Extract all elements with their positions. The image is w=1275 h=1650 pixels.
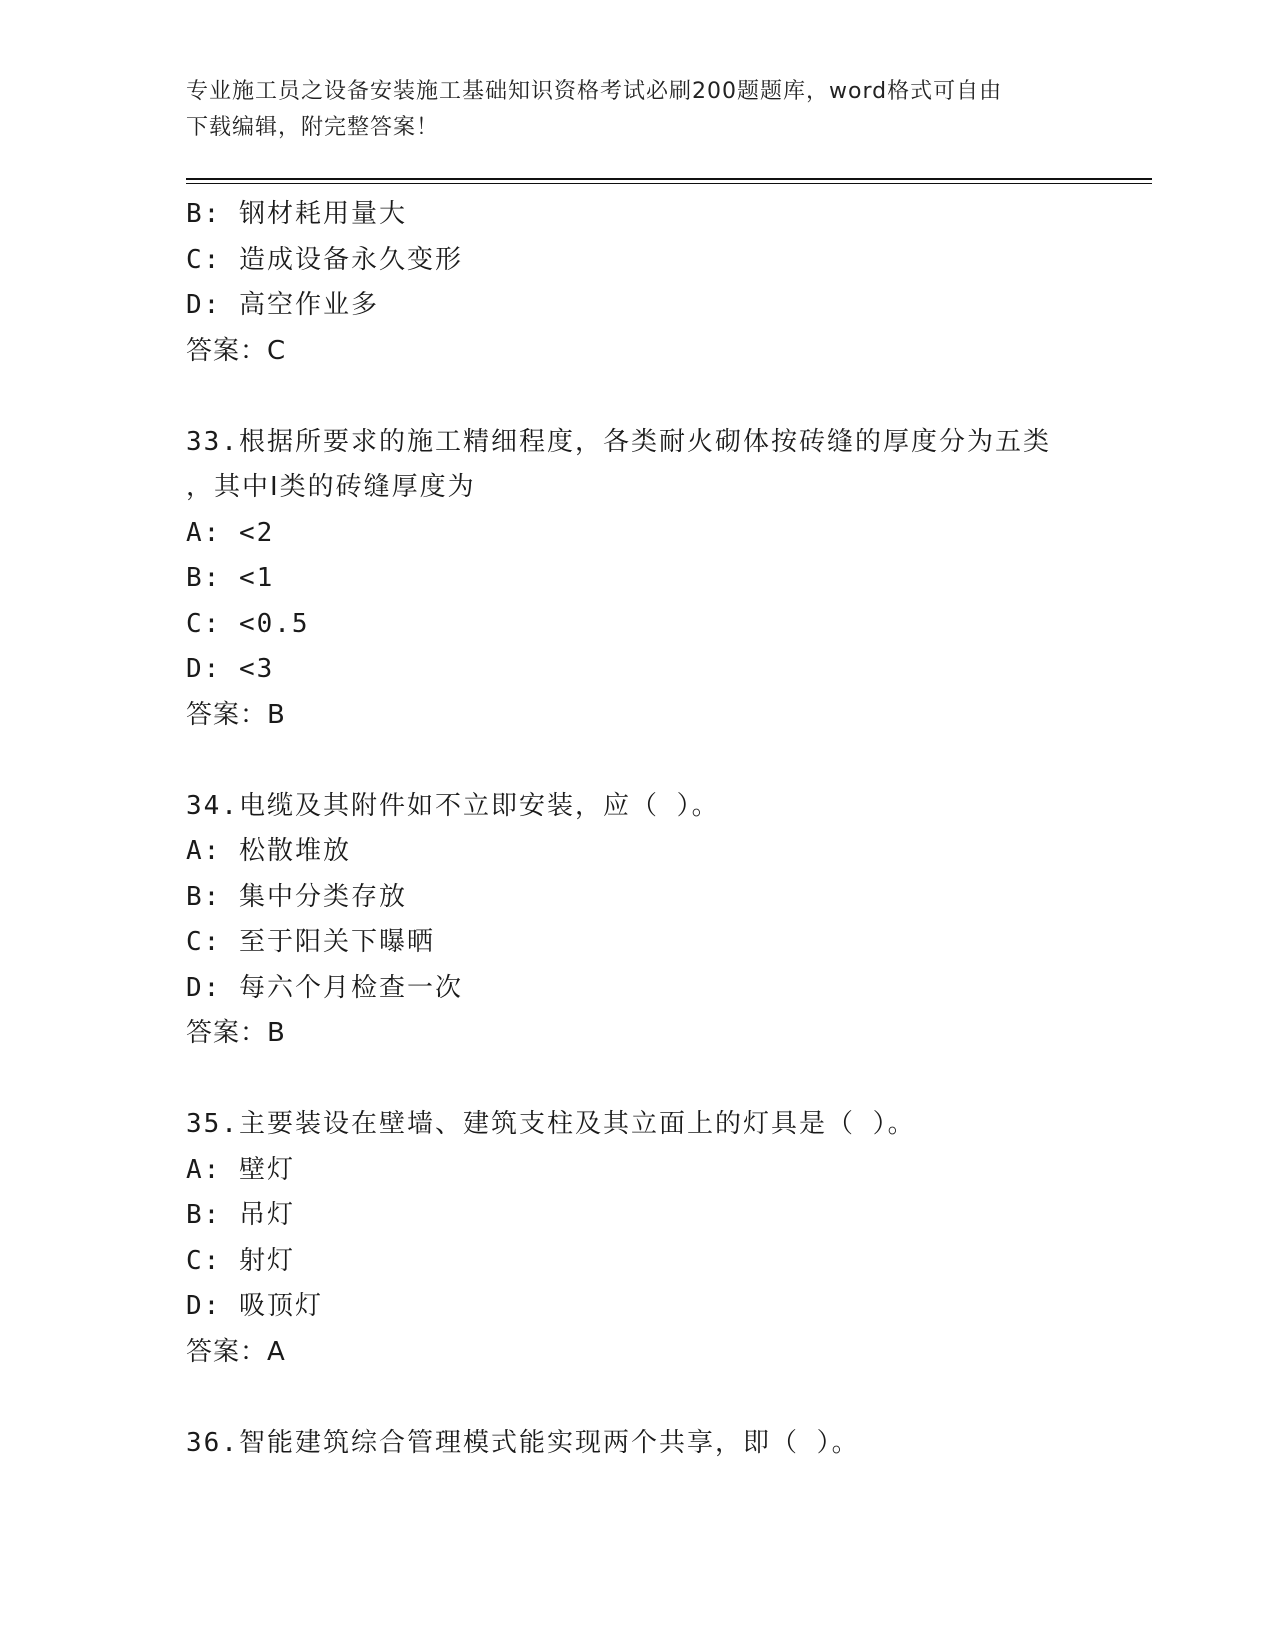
question-content	[186, 192, 1086, 1466]
spacer	[186, 374, 1086, 420]
q34-answer: 答案：B	[186, 1018, 286, 1048]
q33-text-line-2: ，其中Ⅰ类的砖缝厚度为	[186, 472, 476, 502]
q34-text: 34.电缆及其附件如不立即安装，应（ ）。	[186, 790, 720, 821]
prev-option-c: C: 造成设备永久变形	[186, 244, 463, 275]
q33-option-d: D: <3	[186, 654, 275, 684]
q34-option-c: C: 至于阳关下曝晒	[186, 927, 435, 957]
header-line-2: 下载编辑，附完整答案！	[186, 115, 440, 140]
q33-text-line-1: 33.根据所要求的施工精细程度，各类耐火砌体按砖缝的厚度分为五类	[186, 426, 1051, 457]
q35-answer: 答案：A	[186, 1336, 286, 1367]
q35-option-c: C: 射灯	[186, 1245, 295, 1276]
spacer	[186, 1057, 1086, 1103]
header-rule-thin	[186, 183, 1152, 184]
q35-option-b: B: 吊灯	[186, 1200, 295, 1230]
q33-option-a: A: <2	[186, 517, 275, 548]
prev-option-b: B: 钢材耗用量大	[186, 199, 407, 229]
q33-answer: 答案：B	[186, 699, 286, 730]
header-line-1: 专业施工员之设备安装施工基础知识资格考试必刷200题题库，word格式可自由	[186, 79, 1003, 104]
spacer	[186, 1375, 1086, 1421]
q36-text: 36.智能建筑综合管理模式能实现两个共享，即（ ）。	[186, 1427, 860, 1458]
document-header	[186, 74, 1076, 146]
header-rule-thick	[186, 178, 1152, 180]
q35-option-d: D: 吸顶灯	[186, 1291, 323, 1321]
q33-option-b: B: <1	[186, 563, 275, 593]
prev-option-d: D: 高空作业多	[186, 290, 379, 320]
q34-option-a: A: 松散堆放	[186, 836, 351, 866]
q33-option-c: C: <0.5	[186, 608, 310, 639]
q34-option-b: B: 集中分类存放	[186, 881, 407, 912]
q35-text: 35.主要装设在壁墙、建筑支柱及其立面上的灯具是（ ）。	[186, 1109, 916, 1139]
prev-answer: 答案：C	[186, 335, 287, 366]
q34-option-d: D: 每六个月检查一次	[186, 972, 463, 1003]
q35-option-a: A: 壁灯	[186, 1154, 295, 1185]
spacer	[186, 738, 1086, 784]
